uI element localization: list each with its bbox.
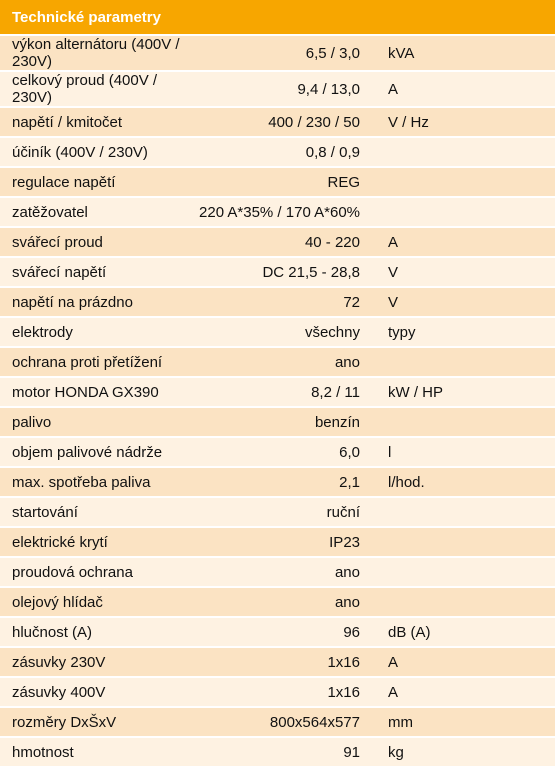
- row-parameter: proudová ochrana: [0, 557, 185, 587]
- header-row: [0, 0, 555, 35]
- table-row: [0, 377, 555, 407]
- row-parameter: regulace napětí: [0, 167, 185, 197]
- table-row: [0, 347, 555, 377]
- row-parameter: elektrické krytí: [0, 527, 185, 557]
- row-value: ano: [185, 557, 370, 587]
- row-parameter: svářecí napětí: [0, 257, 185, 287]
- row-unit: l/hod.: [370, 467, 555, 497]
- row-unit: [370, 527, 555, 557]
- row-parameter: max. spotřeba paliva: [0, 467, 185, 497]
- table-row: [0, 407, 555, 437]
- table-row: [0, 707, 555, 737]
- table-row: [0, 677, 555, 707]
- row-unit: [370, 197, 555, 227]
- table-row: [0, 527, 555, 557]
- row-unit: A: [370, 227, 555, 257]
- table-row: [0, 557, 555, 587]
- row-unit: A: [370, 71, 555, 107]
- row-value: 6,0: [185, 437, 370, 467]
- row-value: 8,2 / 11: [185, 377, 370, 407]
- table-row: [0, 167, 555, 197]
- row-parameter: rozměry DxŠxV: [0, 707, 185, 737]
- row-unit: V: [370, 287, 555, 317]
- row-value: ano: [185, 587, 370, 617]
- spec-table-header: [0, 0, 555, 35]
- table-row: [0, 437, 555, 467]
- row-unit: [370, 167, 555, 197]
- row-parameter: hlučnost (A): [0, 617, 185, 647]
- table-row: [0, 257, 555, 287]
- row-value: REG: [185, 167, 370, 197]
- row-value: 40 - 220: [185, 227, 370, 257]
- row-parameter: palivo: [0, 407, 185, 437]
- row-value: IP23: [185, 527, 370, 557]
- row-unit: [370, 347, 555, 377]
- row-unit: kW / HP: [370, 377, 555, 407]
- row-unit: typy: [370, 317, 555, 347]
- row-parameter: napětí / kmitočet: [0, 107, 185, 137]
- table-row: [0, 287, 555, 317]
- row-parameter: zásuvky 400V: [0, 677, 185, 707]
- row-value: 9,4 / 13,0: [185, 71, 370, 107]
- table-row: [0, 107, 555, 137]
- row-value: 72: [185, 287, 370, 317]
- row-value: 400 / 230 / 50: [185, 107, 370, 137]
- row-value: všechny: [185, 317, 370, 347]
- row-unit: [370, 137, 555, 167]
- row-unit: dB (A): [370, 617, 555, 647]
- row-parameter: celkový proud (400V / 230V): [0, 71, 185, 107]
- row-unit: kg: [370, 737, 555, 767]
- row-value: 96: [185, 617, 370, 647]
- table-row: [0, 737, 555, 767]
- table-row: [0, 647, 555, 677]
- row-unit: [370, 497, 555, 527]
- row-unit: [370, 557, 555, 587]
- row-parameter: napětí na prázdno: [0, 287, 185, 317]
- table-row: [0, 137, 555, 167]
- row-unit: V: [370, 257, 555, 287]
- row-value: 220 A*35% / 170 A*60%: [185, 197, 370, 227]
- row-parameter: výkon alternátoru (400V / 230V): [0, 35, 185, 71]
- row-parameter: motor HONDA GX390: [0, 377, 185, 407]
- table-row: [0, 587, 555, 617]
- table-row: [0, 317, 555, 347]
- row-value: 1x16: [185, 677, 370, 707]
- row-parameter: startování: [0, 497, 185, 527]
- row-value: DC 21,5 - 28,8: [185, 257, 370, 287]
- table-title: Technické parametry: [0, 0, 555, 35]
- row-unit: kVA: [370, 35, 555, 71]
- row-parameter: hmotnost: [0, 737, 185, 767]
- row-parameter: svářecí proud: [0, 227, 185, 257]
- table-row: [0, 227, 555, 257]
- row-unit: [370, 407, 555, 437]
- row-value: 6,5 / 3,0: [185, 35, 370, 71]
- row-value: 1x16: [185, 647, 370, 677]
- table-row: [0, 71, 555, 107]
- row-unit: [370, 587, 555, 617]
- row-unit: A: [370, 677, 555, 707]
- row-value: 91: [185, 737, 370, 767]
- table-row: [0, 497, 555, 527]
- row-unit: mm: [370, 707, 555, 737]
- row-unit: l: [370, 437, 555, 467]
- row-unit: A: [370, 647, 555, 677]
- spec-table-body: [0, 35, 555, 767]
- row-parameter: objem palivové nádrže: [0, 437, 185, 467]
- row-value: ruční: [185, 497, 370, 527]
- row-value: ano: [185, 347, 370, 377]
- table-row: [0, 467, 555, 497]
- table-row: [0, 617, 555, 647]
- row-parameter: elektrody: [0, 317, 185, 347]
- row-parameter: účiník (400V / 230V): [0, 137, 185, 167]
- row-parameter: ochrana proti přetížení: [0, 347, 185, 377]
- row-value: 2,1: [185, 467, 370, 497]
- table-row: [0, 35, 555, 71]
- row-value: 800x564x577: [185, 707, 370, 737]
- row-unit: V / Hz: [370, 107, 555, 137]
- row-value: 0,8 / 0,9: [185, 137, 370, 167]
- row-parameter: zásuvky 230V: [0, 647, 185, 677]
- row-value: benzín: [185, 407, 370, 437]
- table-row: [0, 197, 555, 227]
- row-parameter: olejový hlídač: [0, 587, 185, 617]
- row-parameter: zatěžovatel: [0, 197, 185, 227]
